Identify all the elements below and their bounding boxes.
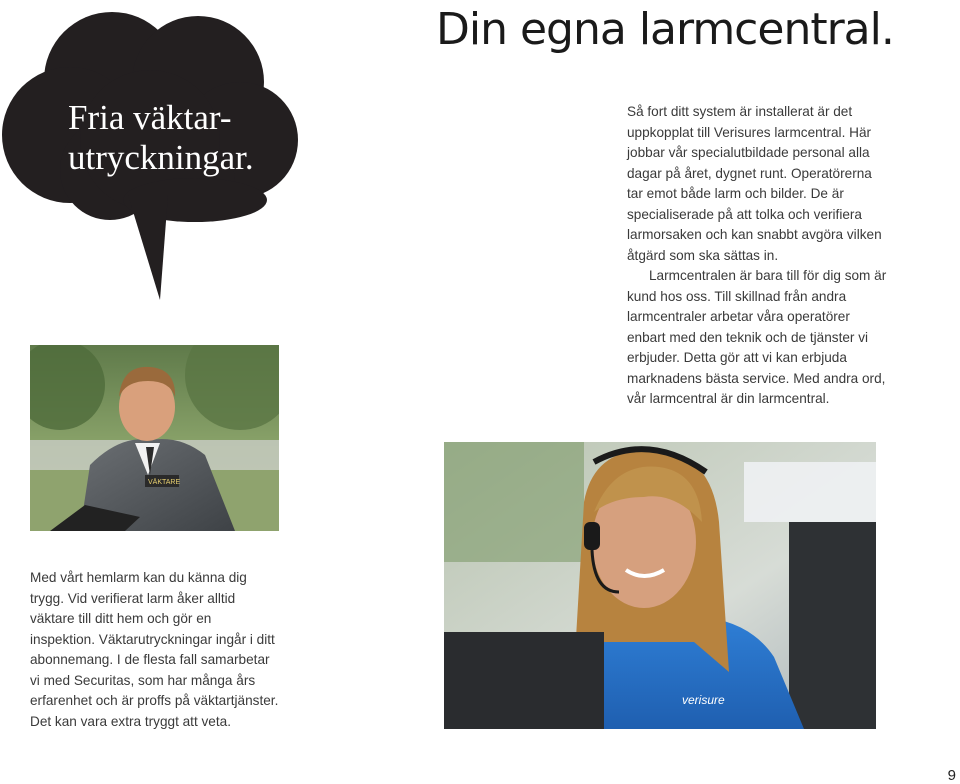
bubble-text: Fria väktar- utryckningar. bbox=[68, 98, 254, 177]
paragraph-2: Larmcentralen är bara till för dig som är kund hos oss. Till skillnad från andra larmcentraler arbetar våra operatörer enbart med den teknik och de tjänster vi erbjuder. Detta gör att vi kan erbjuda marknadens bästa service. Med andra ord, vår larmcentral är din larmcentral. bbox=[627, 268, 887, 406]
guard-photo bbox=[30, 345, 279, 531]
page-headline: Din egna larmcentral. bbox=[436, 4, 894, 55]
body-text-left: Med vårt hemlarm kan du känna dig trygg. Vid verifierat larm åker alltid väktare till ditt hem och gör en inspektion. Väktarutryckningar ingår i ditt abonnemang. I de flesta fall samarbetar vi med Securitas, som har många års erfarenhet och är proffs på väktartjänster. Det kan vara extra tryggt att veta. bbox=[30, 570, 279, 729]
page-number: 9 bbox=[947, 767, 956, 784]
operator-photo bbox=[444, 442, 876, 729]
speech-bubble bbox=[0, 0, 300, 310]
guard-badge-text: VÄKTARE bbox=[148, 479, 181, 486]
paragraph-1: Så fort ditt system är installerat är det uppkopplat till Verisures larmcentral. Här jobbar vår specialutbildade personal alla dagar på året, dygnet runt. Operatörerna tar emot både larm och bilder. De är specialiserade på att tolka och verifiera larmorsaken och kan snabbt avgöra vilken åtgärd som ska sättas in. bbox=[627, 104, 882, 263]
verisure-logo-text: verisure bbox=[682, 693, 725, 707]
body-text-right bbox=[627, 102, 887, 410]
